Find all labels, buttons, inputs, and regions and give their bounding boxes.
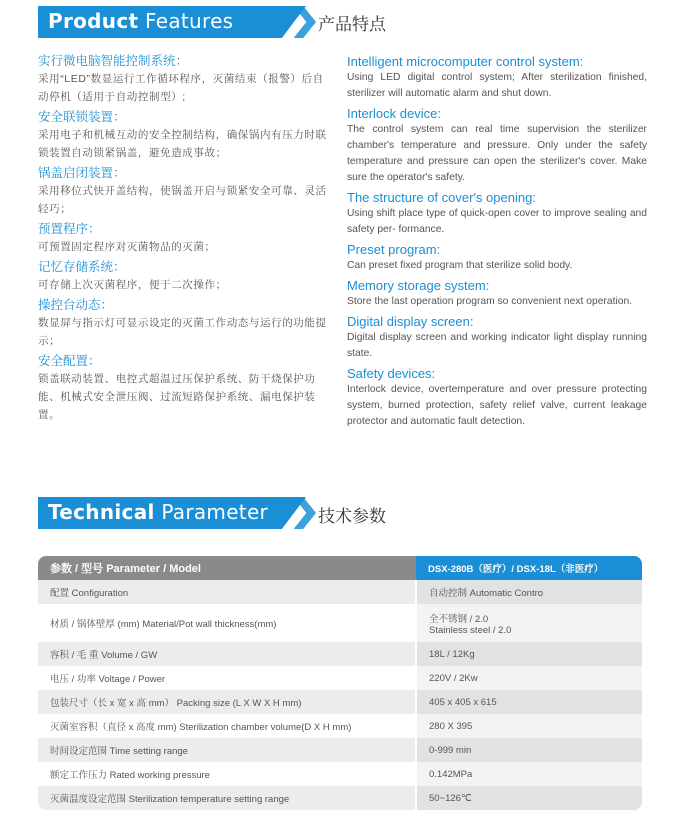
table-row xyxy=(38,690,642,714)
feature-cn-desc: 可预置固定程序对灭菌物品的灭菌； xyxy=(38,241,216,253)
feature-en-title: Preset program: xyxy=(347,242,441,257)
row-value-cell xyxy=(416,604,642,642)
feature-en-desc: Can preset fixed program that sterilize solid body. xyxy=(347,260,573,271)
row-label: 包装尺寸（长 x 宽 x 高 mm） Packing size (L X W X H mm) xyxy=(38,690,416,714)
feature-cn-title: 安全配置： xyxy=(38,354,101,368)
parameter-table xyxy=(38,556,642,810)
row-value: 220V / 2Kw xyxy=(416,666,642,690)
technical-parameter-title-cn: 技术参数 xyxy=(318,507,386,527)
feature-cn-desc: 采用电子和机械互动的安全控制结构，确保锅内有压力时联锁装置自动锁紧锅盖，避免造成事故； xyxy=(38,129,327,159)
feature-cn-title: 锅盖启闭装置： xyxy=(38,166,126,180)
features-cn-column xyxy=(38,53,330,424)
feature-en-title: Memory storage system: xyxy=(347,278,490,293)
row-value: 0.142MPa xyxy=(416,762,642,786)
feature-en-title: Digital display screen: xyxy=(347,314,474,329)
feature-cn-desc: 数显屏与指示灯可显示设定的灭菌工作动态与运行的功能提示； xyxy=(38,317,327,347)
product-features-title: Product Features xyxy=(48,9,234,33)
row-label: 灭菌室容积（直径 x 高度 mm) Sterilization chamber volume(D X H mm) xyxy=(38,714,416,738)
product-features-banner xyxy=(38,6,308,38)
table-row xyxy=(38,714,642,738)
row-value: 50~126℃ xyxy=(416,786,642,810)
row-value: 自动控制 Automatic Contro xyxy=(416,580,642,604)
row-label: 材质 / 锅体壁厚 (mm) Material/Pot wall thickness(mm) xyxy=(38,604,416,642)
feature-en-desc: Using shift place type of quick-open cover to improve sealing and safety per- formance. xyxy=(347,208,647,235)
row-label: 额定工作压力 Rated working pressure xyxy=(38,762,416,786)
table-row xyxy=(38,786,642,810)
feature-en-title: The structure of cover's opening: xyxy=(347,190,536,205)
feature-cn-desc: 可存储上次灭菌程序，便于二次操作； xyxy=(38,279,227,291)
technical-parameter-title: Technical Parameter xyxy=(48,500,269,524)
table-row xyxy=(38,604,642,642)
technical-parameter-banner xyxy=(38,497,308,529)
row-label: 容积 / 毛 重 Volume / GW xyxy=(38,642,416,666)
row-value: 全不锈钢 / 2.0 xyxy=(429,613,489,625)
row-label: 配置 Configuration xyxy=(38,580,416,604)
feature-en-title: Intelligent microcomputer control system: xyxy=(347,54,584,69)
row-label: 时间设定范围 Time setting range xyxy=(38,738,416,762)
feature-cn-desc: 采用移位式快开盖结构，使锅盖开启与锁紧安全可靠、灵活轻巧； xyxy=(38,185,327,215)
row-value: 280 X 395 xyxy=(416,714,642,738)
feature-cn-title: 实行微电脑智能控制系统： xyxy=(38,54,189,68)
feature-en-desc: Using LED digital control system; After sterilization finished, sterilizer will automatic alarm and shut down. xyxy=(347,72,647,99)
row-value: 0-999 min xyxy=(416,738,642,762)
feature-en-desc: Store the last operation program so convenient next operation. xyxy=(347,296,633,307)
row-value-secondary: Stainless steel / 2.0 xyxy=(429,624,512,636)
feature-en-title: Safety devices: xyxy=(347,366,436,381)
table-row xyxy=(38,762,642,786)
feature-cn-title: 记忆存储系统： xyxy=(38,260,126,274)
feature-en-desc: Digital display screen and working indicator light display running state. xyxy=(347,332,647,359)
feature-en-title: Interlock device: xyxy=(347,106,441,121)
feature-cn-desc: 采用“LED”数显运行工作循环程序，灭菌结束（报警）后自动停机（适用于自动控制型）; xyxy=(38,73,324,103)
feature-en-desc: Interlock device, overtemperature and over pressure protecting system, burned protection, safety relief valve, current leakage protector and automatic fault detection. xyxy=(347,384,647,427)
row-label: 灭菌温度设定范围 Sterilization temperature setting range xyxy=(38,786,416,810)
header-model: DSX-280B（医疗）/ DSX-18L（非医疗） xyxy=(416,556,642,580)
feature-cn-title: 安全联锁装置： xyxy=(38,110,126,124)
feature-cn-title: 操控台动态： xyxy=(38,298,114,312)
table-header-row xyxy=(38,556,642,580)
row-label: 电压 / 功率 Voltage / Power xyxy=(38,666,416,690)
row-value: 18L / 12Kg xyxy=(416,642,642,666)
feature-cn-desc: 锁盖联动装置、电控式超温过压保护系统、防干烧保护功能、机械式安全泄压阀、过流短路保护系统、漏电保护装置。 xyxy=(38,373,316,421)
feature-cn-title: 预置程序： xyxy=(38,222,101,236)
header-parameter: 参数 / 型号 Parameter / Model xyxy=(38,556,416,580)
features-en-column xyxy=(347,53,647,430)
feature-en-desc: The control system can real time supervision the sterilizer chamber's temperature and pressure. Only under the safety temperature and pressure can open the sterilizer's cover. Make sure the operator's safety. xyxy=(347,124,647,183)
table-row xyxy=(38,738,642,762)
product-features-title-cn: 产品特点 xyxy=(318,15,386,35)
table-row xyxy=(38,580,642,604)
table-row xyxy=(38,642,642,666)
row-value: 405 x 405 x 615 xyxy=(416,690,642,714)
table-row xyxy=(38,666,642,690)
